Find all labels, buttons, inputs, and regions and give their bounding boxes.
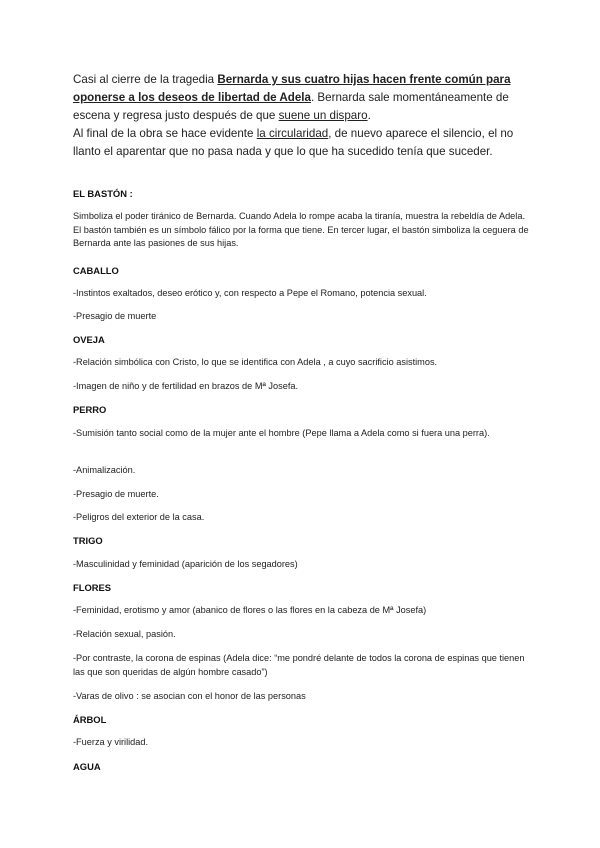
intro-text-2: . Bernarda sale momentáneamente de escena y regresa justo después de que [73,91,509,122]
list-item: -Fuerza y virilidad. [73,737,149,747]
intro-paragraph [73,71,533,161]
intro-highlight-2: suene un disparo [278,109,368,122]
list-item: -Masculinidad y feminidad (aparición de los segadores) [73,559,298,569]
list-item: -Instintos exaltados, deseo erótico y, con respecto a Pepe el Romano, potencia sexual. [73,288,427,298]
list-item: -Presagio de muerte. [73,489,159,499]
list-item: -Sumisión tanto social como de la mujer ante el hombre (Pepe llama a Adela como si fuera una perra). [73,428,490,438]
list-item: -Relación sexual, pasión. [73,629,176,639]
heading-flores: FLORES [73,582,112,593]
heading-arbol: ÁRBOL [73,714,107,725]
list-item: -Imagen de niño y de fertilidad en brazos de Mª Josefa. [73,381,299,391]
heading-perro: PERRO [73,404,107,415]
intro-text-3: . [367,109,371,122]
list-item: -Relación simbólica con Cristo, lo que se identifica con Adela , a cuyo sacrificio asistimos. [73,357,438,367]
heading-caballo: CABALLO [73,265,119,276]
heading-oveja: OVEJA [73,334,105,345]
paragraph-baston: Simboliza el poder tiránico de Bernarda. Cuando Adela lo rompe acaba la tiranía, muestra la rebeldía de Adela. El bastón también es un símbolo fálico por la forma que tiene. En tercer lugar, el bastón simboliza la ceguera de Bernarda ante las pasiones de sus hijas. [73,211,529,248]
intro-text-4: Al final de la obra se hace evidente [73,127,257,140]
heading-agua: AGUA [73,761,101,772]
intro-text-5: , de nuevo aparece el silencio, el no llanto el aparentar que no pasa nada y que lo que ha sucedido tenía que suceder. [73,127,514,158]
list-item: -Peligros del exterior de la casa. [73,512,205,522]
list-item: -Feminidad, erotismo y amor (abanico de flores o las flores en la cabeza de Mª Josefa) [73,605,427,615]
heading-baston: EL BASTÓN : [73,188,133,199]
list-item: -Varas de olivo : se asocian con el honor de las personas [73,691,306,701]
intro-highlight-3: la circularidad [256,127,329,140]
list-item: -Por contraste, la corona de espinas (Adela dice: “me pondré delante de todos la corona de espinas que tienen las que son queridas de algún hombre casado”) [73,653,525,677]
heading-trigo: TRIGO [73,535,103,546]
list-item: -Animalización. [73,465,136,475]
list-item: -Presagio de muerte [73,311,157,321]
intro-highlight-1: Bernarda y sus cuatro hijas hacen frente común para oponerse a los deseos de libertad de Adela [73,73,511,104]
intro-text-1: Casi al cierre de la tragedia [73,73,218,86]
